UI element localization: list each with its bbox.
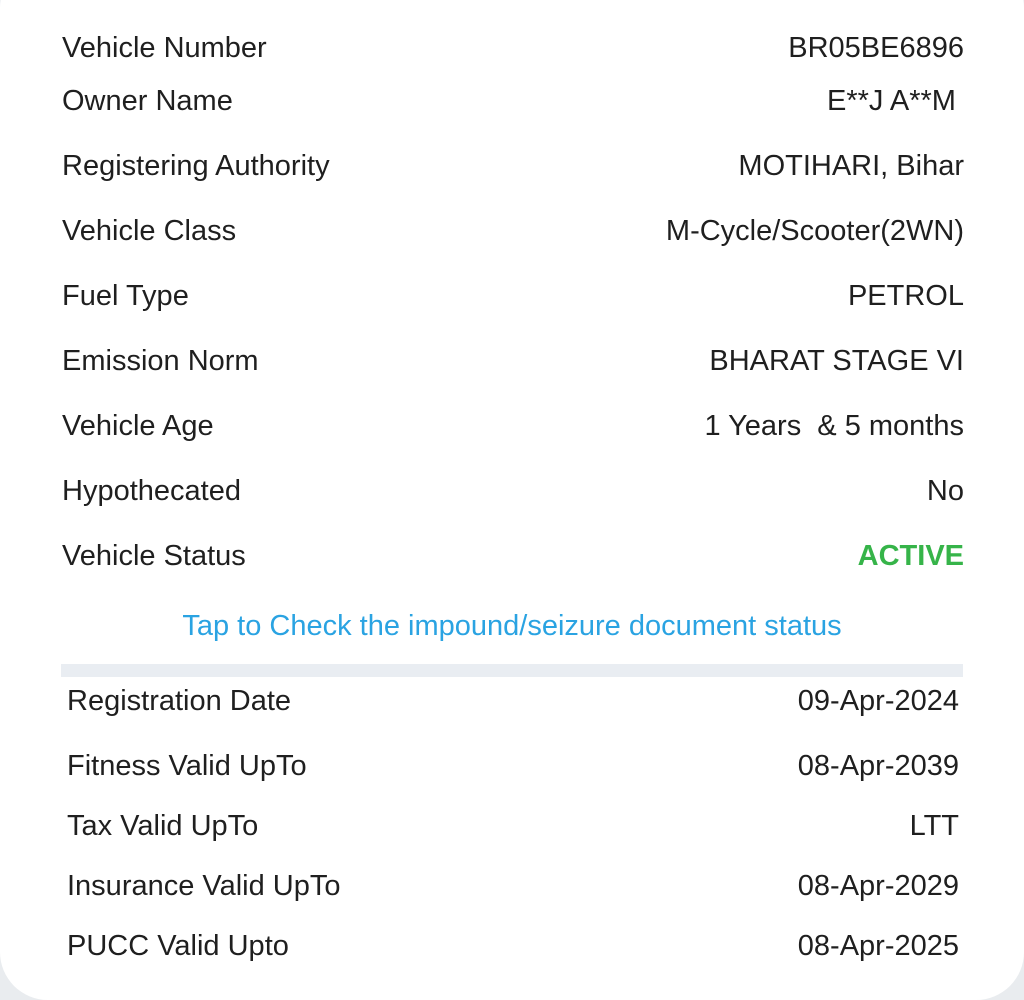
fitness-valid-label: Fitness Valid UpTo bbox=[67, 750, 307, 782]
fuel-type-value: PETROL bbox=[847, 280, 964, 312]
vehicle-number-label: Vehicle Number bbox=[62, 32, 267, 64]
registration-date-value: 09-Apr-2024 bbox=[797, 685, 959, 717]
vehicle-number-value: BR05BE6896 bbox=[788, 32, 964, 64]
registering-authority-row bbox=[62, 150, 964, 183]
insurance-valid-row bbox=[67, 870, 959, 903]
emission-norm-row bbox=[62, 345, 964, 378]
vehicle-number-row bbox=[62, 32, 964, 65]
pucc-valid-value: 08-Apr-2025 bbox=[797, 930, 959, 962]
owner-name-value: E**J A**M bbox=[827, 85, 964, 117]
registering-authority-label: Registering Authority bbox=[62, 150, 330, 182]
vehicle-age-label: Vehicle Age bbox=[62, 410, 214, 442]
owner-name-row bbox=[62, 85, 964, 118]
vehicle-status-badge: ACTIVE bbox=[857, 540, 964, 572]
tax-valid-value: LTT bbox=[909, 810, 959, 842]
fuel-type-row bbox=[62, 280, 964, 313]
vehicle-status-row bbox=[62, 540, 964, 573]
tax-valid-label: Tax Valid UpTo bbox=[67, 810, 259, 842]
fuel-type-label: Fuel Type bbox=[62, 280, 189, 312]
fitness-valid-value: 08-Apr-2039 bbox=[797, 750, 959, 782]
tax-valid-row bbox=[67, 810, 959, 843]
insurance-valid-value: 08-Apr-2029 bbox=[797, 870, 959, 902]
emission-norm-value: BHARAT STAGE VI bbox=[709, 345, 964, 377]
section-divider bbox=[61, 664, 963, 677]
vehicle-age-value: 1 Years & 5 months bbox=[704, 410, 964, 442]
registration-date-row bbox=[67, 685, 959, 718]
registering-authority-value: MOTIHARI, Bihar bbox=[738, 150, 964, 182]
owner-name-label: Owner Name bbox=[62, 85, 233, 117]
vehicle-status-label: Vehicle Status bbox=[62, 540, 246, 572]
registration-date-label: Registration Date bbox=[67, 685, 292, 717]
hypothecated-label: Hypothecated bbox=[62, 475, 241, 507]
impound-status-link[interactable]: Tap to Check the impound/seizure document status bbox=[182, 610, 842, 642]
pucc-valid-row bbox=[67, 930, 959, 963]
vehicle-age-row bbox=[62, 410, 964, 443]
vehicle-class-value: M-Cycle/Scooter(2WN) bbox=[665, 215, 964, 247]
insurance-valid-label: Insurance Valid UpTo bbox=[67, 870, 341, 902]
vehicle-class-row bbox=[62, 215, 964, 248]
vehicle-class-label: Vehicle Class bbox=[62, 215, 237, 247]
hypothecated-row bbox=[62, 475, 964, 508]
emission-norm-label: Emission Norm bbox=[62, 345, 259, 377]
pucc-valid-label: PUCC Valid Upto bbox=[67, 930, 289, 962]
hypothecated-value: No bbox=[926, 475, 964, 507]
fitness-valid-row bbox=[67, 750, 959, 783]
